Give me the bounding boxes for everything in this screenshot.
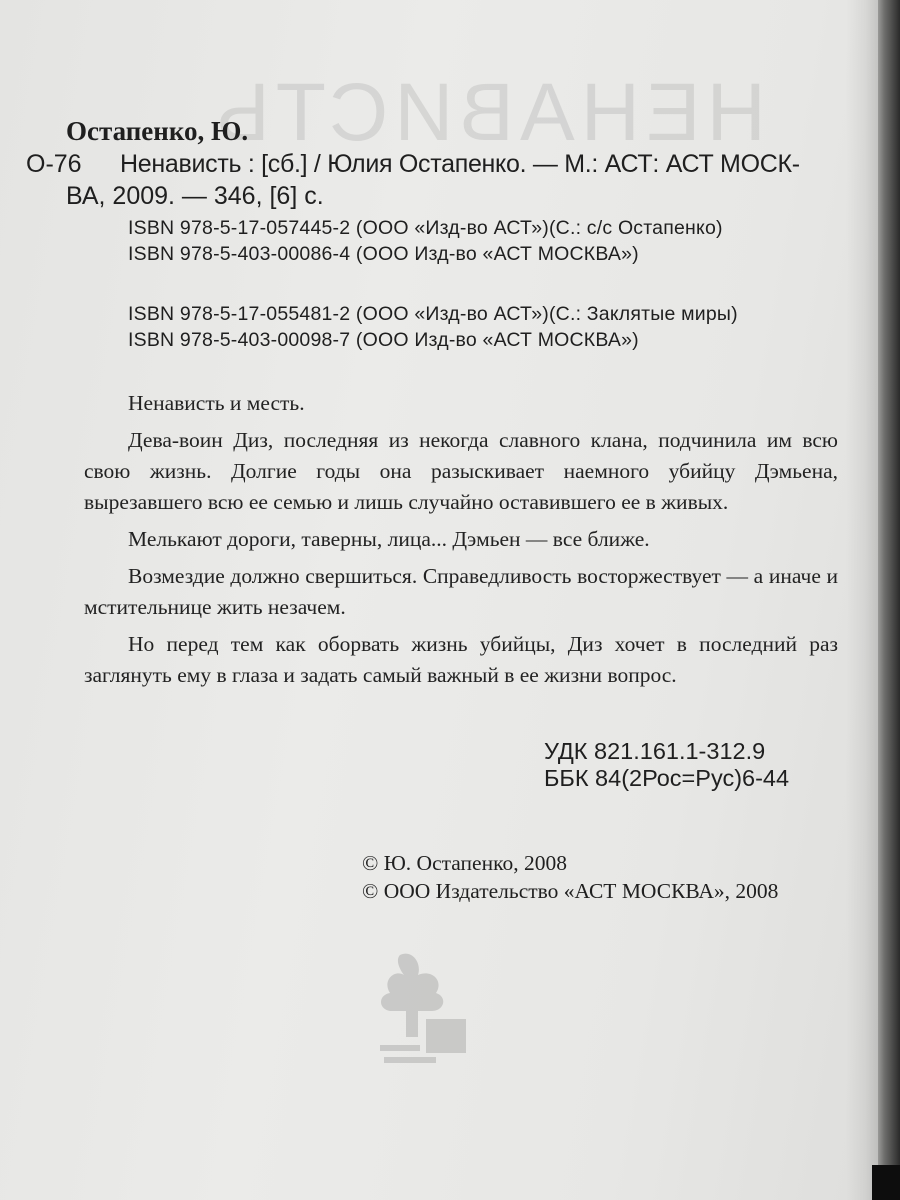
abstract-paragraph: Возмездие должно свершиться. Справедливость восторжествует — а иначе и мстительнице жить незачем.: [84, 564, 838, 619]
bibliographic-description-line-2: ВА, 2009. — 346, [6] с.: [66, 182, 324, 210]
abstract-paragraph: Ненависть и месть.: [128, 391, 305, 415]
isbn-line: ISBN 978-5-17-055481-2 (ООО «Изд-во АСТ»)(С.: Заклятые миры): [128, 303, 738, 325]
udk-code: УДК 821.161.1-312.9: [544, 738, 766, 764]
abstract-paragraph: Но перед тем как оборвать жизнь убийцы, Диз хочет в последний раз заглянуть ему в глаза и задать самый важный в ее жизни вопрос.: [84, 632, 838, 687]
author-heading: Остапенко, Ю.: [66, 116, 249, 146]
catalog-code: О-76: [26, 150, 82, 178]
isbn-line: ISBN 978-5-403-00086-4 (ООО Изд-во «АСТ МОСКВА»): [128, 243, 639, 265]
abstract-paragraph: Дева-воин Диз, последняя из некогда славного клана, подчинила им всю свою жизнь. Долгие годы она разыскивает наемного убийцу Дэмьена, вырезавшего всю ее семью и лишь случайно оставившего ее в живых.: [84, 428, 838, 514]
bbk-code: ББК 84(2Рос=Рус)6-44: [544, 765, 790, 791]
abstract-paragraph: Мелькают дороги, таверны, лица... Дэмьен — все ближе.: [128, 527, 650, 551]
copyright-author: © Ю. Остапенко, 2008: [362, 851, 567, 875]
book-abstract: [84, 388, 838, 697]
page-edge-shadow: [846, 0, 878, 1200]
cover-title-show-through: НЕНАВИСТЬ: [210, 67, 766, 158]
copyright-publisher: © ООО Издательство «АСТ МОСКВА», 2008: [362, 879, 779, 903]
background-strip: [878, 0, 900, 1200]
isbn-line: ISBN 978-5-17-057445-2 (ООО «Изд-во АСТ»)(С.: с/с Остапенко): [128, 217, 723, 239]
isbn-line: ISBN 978-5-403-00098-7 (ООО Изд-во «АСТ МОСКВА»): [128, 329, 639, 351]
background-corner: [872, 1165, 900, 1200]
publisher-logo-icon: [360, 945, 490, 1075]
bibliographic-description-line-1: Ненависть : [сб.] / Юлия Остапенко. — М.: АСТ: АСТ МОСК-: [120, 150, 800, 178]
